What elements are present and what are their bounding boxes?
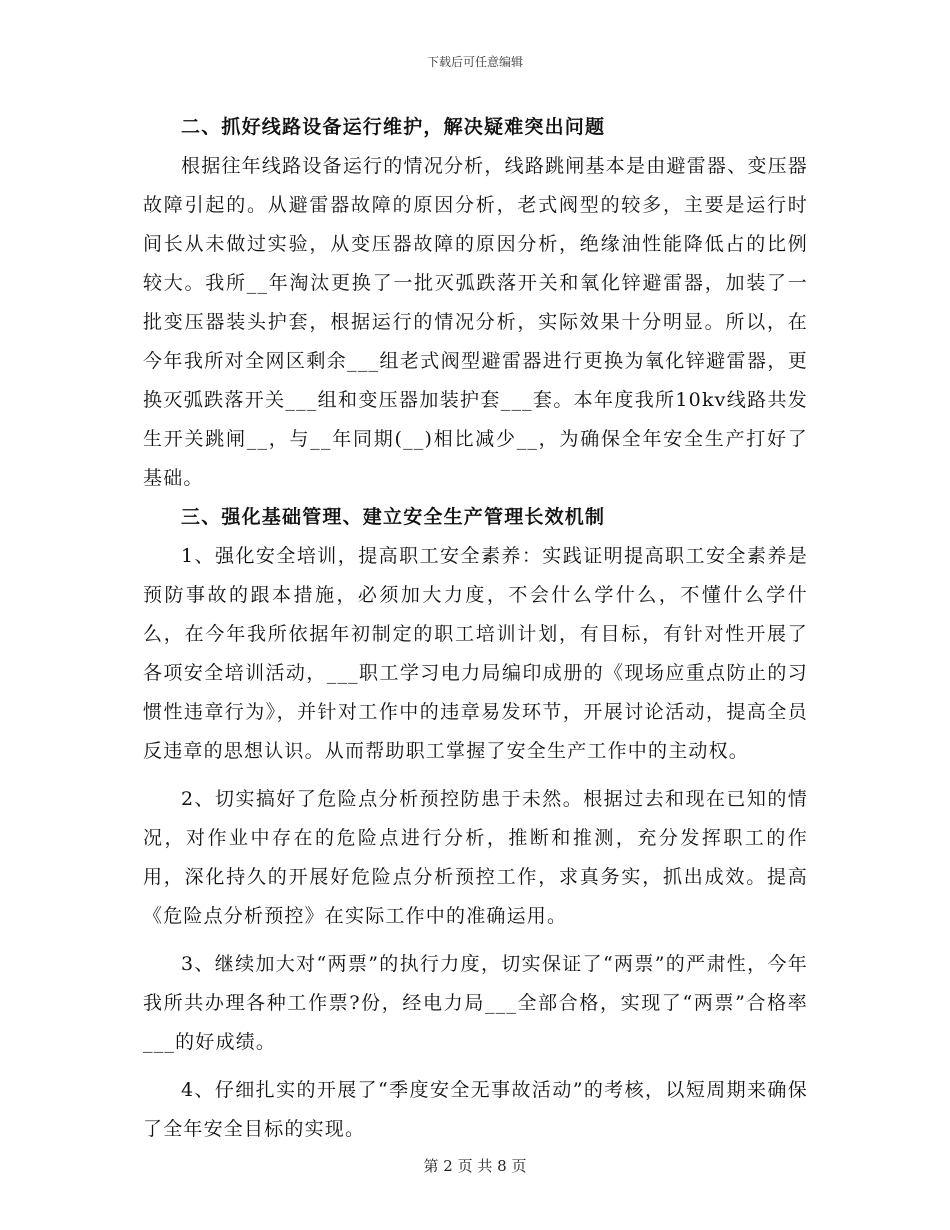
item-2-paragraph: 2、切实搞好了危险点分析预控防患于未然。根据过去和现在已知的情况，对作业中存在的危险点进行分析，推断和推测，充分发挥职工的作用，深化持久的开展好危险点分析预控工作，求真务实，抓出成效。提高《危险点分析预控》在实际工作中的准确运用。 bbox=[143, 788, 808, 927]
section-2-paragraph: 根据往年线路设备运行的情况分析，线路跳闸基本是由避雷器、变压器故障引起的。从避雷器故障的原因分析，老式阀型的较多，主要是运行时间长从未做过实验，从变压器故障的原因分析，绝缘油性能降低占的比例较大。我所__年淘汰更换了一批灭弧跌落开关和氧化锌避雷器，加装了一批变压器装头护套，根据运行的情况分析，实际效果十分明显。所以，在今年我所对全网区剩余___组老式阀型避雷器进行更换为氧化锌避雷器，更换灭弧跌落开关___组和变压器加装护套___套。本年度我所10kv线路共发生开关跳闸__，与__年同期(__)相比减少__，为确保全年安全生产打好了基础。 bbox=[143, 155, 808, 489]
item-3-paragraph: 3、继续加大对“两票”的执行力度，切实保证了“两票”的严肃性，今年我所共办理各种工作票?份，经电力局___全部合格，实现了“两票”合格率___的好成绩。 bbox=[143, 953, 808, 1053]
page-number-footer: 第 2 页 共 8 页 bbox=[423, 1157, 527, 1175]
section-3-heading: 三、强化基础管理、建立安全生产管理长效机制 bbox=[181, 506, 606, 528]
document-body bbox=[143, 108, 808, 1149]
section-2-heading: 二、抓好线路设备运行维护，解决疑难突出问题 bbox=[181, 116, 606, 138]
page-header: 下载后可任意编辑 bbox=[426, 55, 523, 69]
item-1-paragraph: 1、强化安全培训，提高职工安全素养：实践证明提高职工安全素养是预防事故的跟本措施，必须加大力度，不会什么学什么，不懂什么学什么，在今年我所依据年初制定的职工培训计划，有目标，有针对性开展了各项安全培训活动，___职工学习电力局编印成册的《现场应重点防止的习惯性违章行为》，并针对工作中的违章易发环节，开展讨论活动，提高全员反违章的思想认识。从而帮助职工掌握了安全生产工作中的主动权。 bbox=[143, 545, 808, 762]
item-4-paragraph: 4、仔细扎实的开展了“季度安全无事故活动”的考核，以短周期来确保了全年安全目标的实现。 bbox=[143, 1079, 808, 1140]
